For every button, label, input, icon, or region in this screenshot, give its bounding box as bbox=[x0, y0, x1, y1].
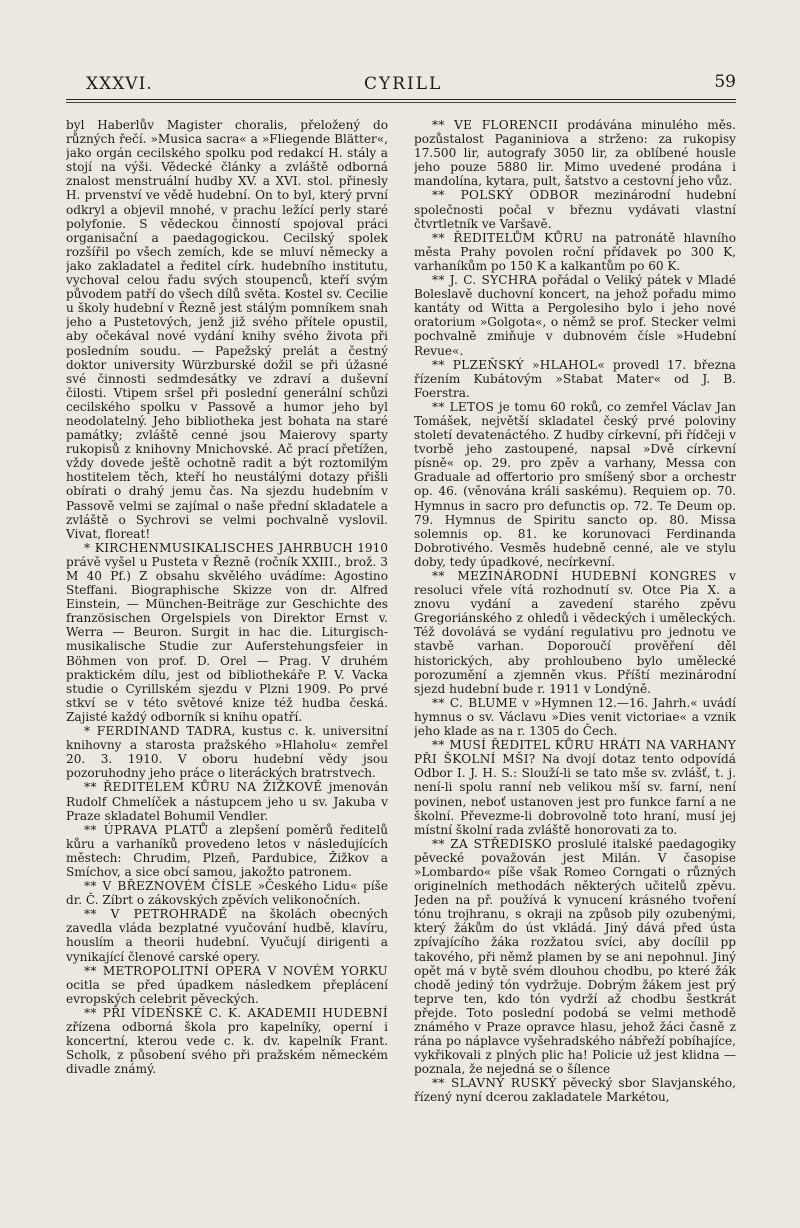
news-item-text: kustus c. k. universitní knihovny a starosta pražského »Hlaholu« zemřel 20. 3. 1910. V oboru hudební vědy jsou pozoruhodny jeho práce o literáckých bratrstvech. bbox=[66, 724, 388, 781]
news-item-text: mezinárodní hudební společnosti počal v březnu vydávati vlastní čtvrtletník ve Varšavě. bbox=[414, 188, 736, 231]
news-item bbox=[414, 738, 736, 837]
news-item-text: prodávána minulého měs. pozůstalost Paganiniova a strženo: za rukopisy 17.500 lir, autografy 3050 lir, za oblíbené housle jeho pouze 5880 lir. Mimo uvedené prodána i mandolína, kytara, pult, šatstvo a cestovní jeho vůz. bbox=[414, 118, 736, 189]
news-item bbox=[414, 358, 736, 400]
news-item-heading: ** VE FLORENCII bbox=[432, 118, 559, 132]
news-item-text: a zlepšení poměrů ředitelů kůru a varhaníků provedeno letos v následujících městech: Chrudim, Plzeň, Pardubice, Žižkov a Smíchov, a sice obcí samou, jakožto patronem. bbox=[66, 822, 388, 879]
page-number: 59 bbox=[714, 72, 736, 92]
news-item-heading: ** POLSKÝ ODBOR bbox=[432, 188, 579, 203]
news-item-text: »Českého Lidu« píše dr. Č. Zíbrt o zákovských zpěvích velikonočních. bbox=[66, 879, 388, 908]
news-item-heading: ** PŘI VÍDEŇSKÉ C. K. AKADEMII HUDEBNÍ bbox=[84, 1005, 388, 1020]
right-column bbox=[414, 118, 736, 1143]
news-item bbox=[414, 837, 736, 1077]
news-item-heading: ** C. BLUME bbox=[432, 695, 518, 710]
news-item bbox=[414, 569, 736, 696]
left-column bbox=[66, 118, 388, 1143]
news-item bbox=[66, 879, 388, 907]
running-header bbox=[66, 74, 736, 100]
news-item-heading: ** ŘEDITELEM KŮRU NA ŽIŽKOVĚ bbox=[84, 780, 323, 795]
news-item-text: ocitla se před úpadkem následkem přeplácení evropských celebrit pěveckých. bbox=[66, 977, 388, 1006]
volume-number: XXXVI. bbox=[86, 74, 153, 94]
news-item bbox=[414, 696, 736, 738]
news-item-heading: ** ÚPRAVA PLATŮ bbox=[84, 822, 209, 837]
news-item-text: proslulé italské paedagogiky pěvecké považován jest Milán. V časopise »Lombardo« píše však Romeo Corngati o různých originelních methodách některých učitelů zpěvu. Jeden na př. používá k vynucení krásného tvoření tónu trojhranu, s okraji na způsob pily ozubenými, který žákům do úst vkládá. Jiný dává před ústa zpívajícího žáka rozžatou svíci, aby docílil pp takového, při němž plamen by se ani nepohnul. Jiný opět má v bytě svém dlouhou chodbu, po které žák chodě jediný tón vydržuje. Dobrým žákem jest prý teprve ten, kdo tón vydrží až chodbu šestkrát přejde. Toto poslední podobá se velmi methodě známého v Praze opravce hlasu, jehož žáci časně z rána po náplavce vyšehradského nábřeží pobíhajíce, vykřikovali z plných plic ha! Policie už jest klidna — poznala, že nejedná se o šílence bbox=[414, 836, 736, 1077]
news-item-text: pořádal o Veliký pátek v Mladé Boleslavě duchovní koncert, na jehož pořadu mimo kantáty od Witta a Pergolesiho bylo i jeho nové oratorium »Golgota«, o němž se prof. Stecker velmi pochvalně zmiňuje v dubnovém čísle »Hudební Revue«. bbox=[414, 273, 736, 358]
news-item bbox=[66, 823, 388, 879]
news-item-text: na školách obecných zavedla vláda bezplatné vyučování hudbě, klavíru, houslím a theorii hudební. Vyučují dirigenti a vynikající členové carské opery. bbox=[66, 907, 388, 964]
header-rule-thin bbox=[66, 102, 736, 103]
news-item-heading: ** PLZEŇSKÝ »HLAHOL« bbox=[432, 357, 606, 372]
news-item-heading: ** MEZINÁRODNÍ HUDEBNÍ KONGRES bbox=[432, 569, 717, 583]
news-item-text: byl Haberlův Magister choralis, přeložený do různých řečí. »Musica sacra« a »Fliegende Blätter«, jako orgán cecilského spolku pod redakcí H. stály a stojí na výši. Vědecké články a zvláště odborná znalost menstruální hudby XV. a XVI. stol. přinesly H. prvenství ve vědě hudební. On to byl, který první odkryl a objevil mnohé, v prachu ležící perly staré polyfonie. S vědeckou činností spojoval práci organisační a paedagogickou. Cecilský spolek rozšířil po všech zemích, kde se mluví německy a jako zakladatel a ředitel círk. hudebního institutu, vychoval celou řadu svých stoupenců, kteří svým původem patří do všech dílů světa. Kostel sv. Cecilie u školy hudební v Řezně jest stálým pomníkem snah jeho a Pustetových, jenž již svého přítele opustil, aby očekával nové vydání knihy svého života při posledním soudu. — Papežský prelát a čestný doktor university Würzburské dožil se při úžasné své činnosti sedmdesátky ve zdraví a duševní čilosti. Vtipem sršel při poslední generální schůzi cecilského spolku v Passově a humor jeho byl neodolatelný. Jeho bibliotheka jest bohata na staré památky; zvláště cenné jsou Maierovy sparty rukopisů z knihovny Mnichovské. Ač prací přetížen, vždy dovede ještě ochotně radit a být roztomilým hostitelem těch, kteří ho neustálými dotazy přišli obírati o drahý jemu čas. Na sjezdu hudebním v Passově velmi se zajímal o naše přední skladatele a zvláště o Sychrovi se velmi pochvalně vyslovil. Vivat, floreat! bbox=[66, 118, 388, 541]
news-item-heading: ** V PETROHRADĚ bbox=[84, 907, 228, 922]
news-item-heading: ** METROPOLITNÍ OPERA V NOVÉM YORKU bbox=[84, 963, 388, 978]
news-item bbox=[66, 541, 388, 724]
news-item-text: Na dvojí dotaz tento odpovídá Odbor I. J. H. S.: Slouží-li se tato mše sv. zvlášť, t. j. není-li spolu ranní neb velikou mší sv. farní, není povinen, neboť ustanoven jest pro funkce farní a ne školní. Převezme-li dobrovolně toto hraní, musí jej místní školní rada zvláště honorovati za to. bbox=[414, 752, 736, 837]
news-item bbox=[414, 118, 736, 188]
news-item-heading: ** V BŘEZNOVÉM ČÍSLE bbox=[84, 879, 253, 894]
news-item-heading: ** ŘEDITELŮM KŮRU bbox=[432, 230, 584, 245]
news-item bbox=[66, 1006, 388, 1076]
news-item-heading: ** MUSÍ ŘEDITEL KŮRU HRÁTI NA VARHANY PŘI ŠKOLNÍ MŠI? bbox=[414, 738, 736, 767]
news-item bbox=[66, 118, 388, 541]
news-item-text: zřízena odborná škola pro kapelníky, operní i koncertní, kterou vede c. k. dv. kapelník Frant. Scholk, z působení svého při pražském německém divadle známý. bbox=[66, 1020, 388, 1077]
news-item bbox=[414, 273, 736, 358]
news-item bbox=[66, 724, 388, 780]
news-item-text: v resoluci vřele vítá rozhodnutí sv. Otce Pia X. a znovu vydání a zavedení starého zpěvu Gregoriánského z ohledů i vědeckých i uměleckých. Též dovolává se vydání regulativu pro jednotu ve stavbě varhan. Doporoučí prověření děl historických, aby prohloubeno bylo umělecké porozumění a zjemněn vkus. Příští mezinárodní sjezd hudební bude r. 1911 v Londýně. bbox=[414, 569, 736, 696]
news-item-text: pěvecký sbor Slavjanského, řízený nyní dcerou zakladatele Markétou, bbox=[414, 1076, 736, 1105]
header-rule bbox=[66, 99, 736, 100]
news-item-heading: ** SLAVNÝ RUSKÝ bbox=[432, 1076, 557, 1091]
news-item-text: na patronátě hlavního města Prahy povolen roční přídavek po 300 K, varhaníkům po 150 K a kalkantům po 60 K. bbox=[414, 230, 736, 273]
news-item bbox=[414, 1076, 736, 1104]
news-item-heading: ** LETOS bbox=[432, 399, 495, 414]
news-item-heading: * FERDINAND TADRA, bbox=[84, 724, 236, 739]
journal-title: CYRILL bbox=[364, 74, 443, 94]
news-item-text: jmenován Rudolf Chmelíček a nástupcem jeho u sv. Jakuba v Praze skladatel Bohumil Vendler. bbox=[66, 780, 388, 823]
news-item bbox=[66, 964, 388, 1006]
news-item bbox=[66, 780, 388, 822]
news-item-text: provedl 17. března řízením Kubátovým »Stabat Mater« od J. B. Foerstra. bbox=[414, 357, 736, 400]
news-item-text: je tomu 60 roků, co zemřel Václav Jan Tomášek, největší skladatel český prvé poloviny století devatenáctého. Z hudby církevní, při řídčeji v tvorbě jeho zastoupené, napsal »Dvě církevní písně« op. 29. pro zpěv a varhany, Messa con Graduale ad offertorio pro smíšený sbor a orchestr op. 46. (věnována králi saskému). Requiem op. 70. Hymnus in sacro pro defunctis op. 72. Te Deum op. 79. Hymnus de Spiritu sancto op. 80. Missa solemnis op. 81. ke korunovaci Ferdinanda Dobrotivého. Vesměs hudebně cenné, ale ve stylu doby, tedy úpadkové, necírkevní. bbox=[414, 399, 736, 569]
news-item bbox=[414, 188, 736, 230]
news-item-text: v »Hymnen 12.—16. Jahrh.« uvádí hymnus o sv. Václavu »Dies venit victoriae« a vznik jeho klade as na r. 1305 do Čech. bbox=[414, 695, 736, 739]
news-item bbox=[414, 400, 736, 569]
news-item-text: 1910 právě vyšel u Pusteta v Řezně (ročník XXIII., brož. 3 M 40 Pf.) Z obsahu skvělého uvádíme: Agostino Steffani. Biographische Skizze von dr. Alfred Einstein, — München-Beiträge zur Geschichte des französischen Orgelspiels von Direktor Ernst v. Werra — Beuron. Surgit in hac die. Liturgisch-musikalische Studie zur Auferstehungsfeier in Böhmen von prof. D. Orel — Prag. V druhém praktickém dílu, jest od bibliothekáře P. V. Vacka studie o Cyrillském sjezdu v Plzni 1909. Po prvé stkví se v této světové knize též hudba česká. Zajisté každý odborník si knihu opatří. bbox=[66, 540, 388, 724]
news-item-heading: * KIRCHENMUSIKALISCHES JAHRBUCH bbox=[84, 540, 353, 555]
news-item bbox=[66, 907, 388, 963]
news-item-heading: ** J. C. SYCHRA bbox=[432, 273, 538, 288]
news-item bbox=[414, 231, 736, 273]
news-item-heading: ** ZA STŘEDISKO bbox=[432, 836, 553, 851]
